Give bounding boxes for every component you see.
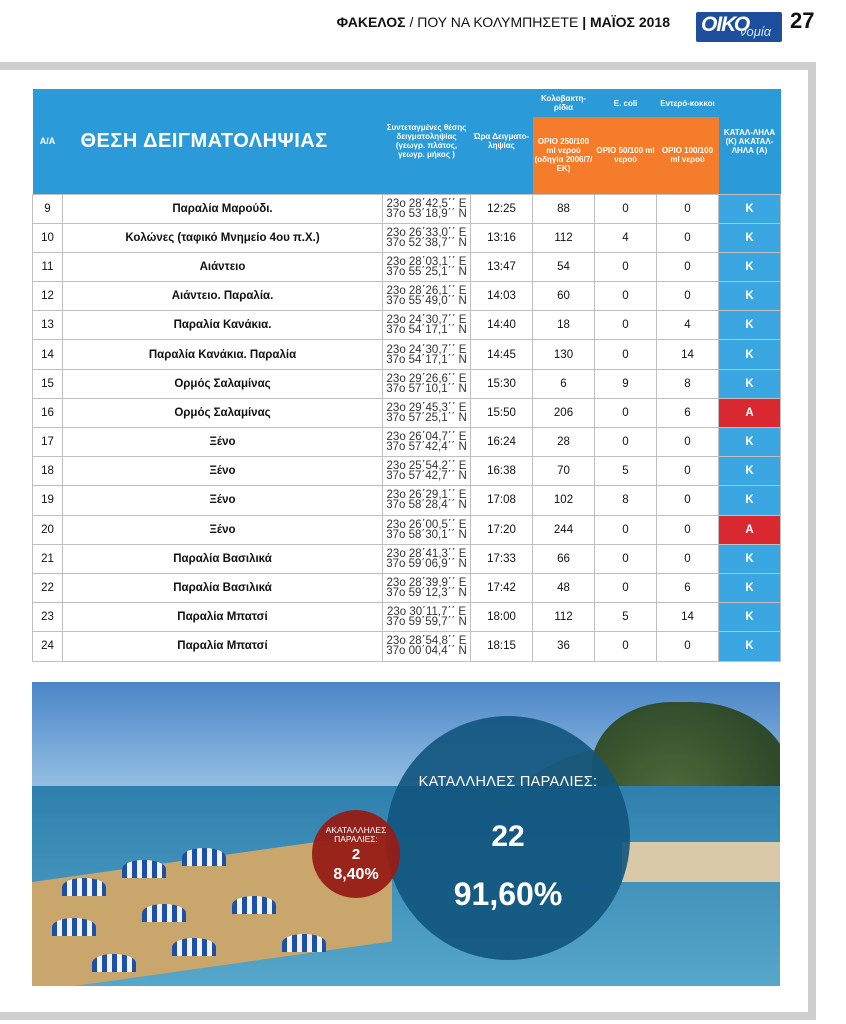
cell-status: Α bbox=[719, 398, 781, 427]
cell-status: Α bbox=[719, 515, 781, 544]
table-row bbox=[33, 603, 781, 632]
table-row bbox=[33, 398, 781, 427]
col-header-ecoli: E. coli bbox=[595, 89, 657, 117]
cell-status: Κ bbox=[719, 603, 781, 632]
umbrella-icon bbox=[52, 918, 96, 936]
cell-enterococci: 0 bbox=[657, 544, 719, 573]
cell-location: Ξένο bbox=[63, 428, 383, 457]
umbrella-icon bbox=[282, 934, 326, 952]
cell-location: Ξένο bbox=[63, 457, 383, 486]
cell-enterococci: 14 bbox=[657, 603, 719, 632]
cell-aa: 18 bbox=[33, 457, 63, 486]
cell-location: Παραλία Μαρούδι. bbox=[63, 194, 383, 223]
frame-top-border bbox=[0, 62, 815, 70]
cell-ecoli: 0 bbox=[595, 398, 657, 427]
col-header-aa: Α/Α bbox=[33, 89, 63, 194]
cell-location: Ορμός Σαλαμίνας bbox=[63, 369, 383, 398]
cell-time: 14:40 bbox=[471, 311, 533, 340]
cell-location: Παραλία Βασιλικά bbox=[63, 573, 383, 602]
cell-coords bbox=[383, 486, 471, 515]
cell-location: Ξένο bbox=[63, 515, 383, 544]
cell-coord-lat: 37ο 59΄59,7΄΄ Ν bbox=[386, 616, 467, 629]
col-header-colo: Κολοβακτη-ρίδια bbox=[533, 89, 595, 117]
cell-aa: 23 bbox=[33, 603, 63, 632]
cell-coord-lon: 23ο 28΄03,1΄΄ Ε bbox=[386, 255, 467, 268]
cell-coliform: 130 bbox=[533, 340, 595, 369]
cell-location: Ορμός Σαλαμίνας bbox=[63, 398, 383, 427]
unsuitable-beaches-count: 2 bbox=[351, 846, 361, 863]
cell-aa: 11 bbox=[33, 252, 63, 281]
cell-time: 18:15 bbox=[471, 632, 533, 661]
cell-coord-lat: 37ο 57΄42,4΄΄ Ν bbox=[386, 441, 467, 454]
cell-enterococci: 0 bbox=[657, 223, 719, 252]
umbrella-icon bbox=[142, 904, 186, 922]
cell-coliform: 18 bbox=[533, 311, 595, 340]
page-number: 27 bbox=[790, 8, 815, 33]
cell-enterococci: 6 bbox=[657, 573, 719, 602]
cell-coord-lon: 23ο 28΄42,5΄΄ Ε bbox=[386, 197, 467, 210]
cell-time: 14:03 bbox=[471, 282, 533, 311]
umbrella-icon bbox=[182, 848, 226, 866]
frame-bottom-border bbox=[0, 1012, 816, 1020]
cell-coord-lon: 23ο 26΄04,7΄΄ Ε bbox=[386, 431, 467, 444]
cell-coliform: 54 bbox=[533, 252, 595, 281]
cell-location: Παραλία Βασιλικά bbox=[63, 544, 383, 573]
cell-status: Κ bbox=[719, 223, 781, 252]
cell-location: Παραλία Μπατσί bbox=[63, 603, 383, 632]
table-row bbox=[33, 632, 781, 661]
cell-coords bbox=[383, 603, 471, 632]
cell-coord-lon: 23ο 24΄30,7΄΄ Ε bbox=[386, 343, 467, 356]
cell-enterococci: 0 bbox=[657, 282, 719, 311]
cell-time: 13:47 bbox=[471, 252, 533, 281]
cell-coord-lon: 23ο 28΄39,9΄΄ Ε bbox=[386, 577, 467, 590]
header-section: ΦΑΚΕΛΟΣ bbox=[336, 14, 406, 30]
cell-status: Κ bbox=[719, 486, 781, 515]
cell-time: 16:24 bbox=[471, 428, 533, 457]
cell-time: 17:20 bbox=[471, 515, 533, 544]
cell-location: Κολώνες (ταφικό Μνημείο 4ου π.Χ.) bbox=[63, 223, 383, 252]
cell-status: Κ bbox=[719, 457, 781, 486]
cell-aa: 20 bbox=[33, 515, 63, 544]
cell-ecoli: 5 bbox=[595, 603, 657, 632]
cell-aa: 10 bbox=[33, 223, 63, 252]
cell-coliform: 88 bbox=[533, 194, 595, 223]
cell-location: Παραλία Κανάκια. Παραλία bbox=[63, 340, 383, 369]
cell-coord-lon: 23ο 24΄30,7΄΄ Ε bbox=[386, 314, 467, 327]
cell-coord-lon: 23ο 26΄00,5΄΄ Ε bbox=[386, 518, 467, 531]
cell-status: Κ bbox=[719, 340, 781, 369]
header-date: ΜΑΪΟΣ 2018 bbox=[590, 14, 670, 30]
table-row bbox=[33, 544, 781, 573]
cell-coord-lon: 23ο 26΄33,0΄΄ Ε bbox=[386, 226, 467, 239]
cell-coords bbox=[383, 544, 471, 573]
col-header-suitable: ΚΑΤΑΛ-ΛΗΛΑ (Κ) ΑΚΑΤΑΛ-ΛΗΛΑ (Α) bbox=[719, 89, 781, 194]
cell-coord-lon: 23ο 28΄54,8΄΄ Ε bbox=[386, 635, 467, 648]
cell-coords bbox=[383, 223, 471, 252]
table-row bbox=[33, 311, 781, 340]
cell-coliform: 70 bbox=[533, 457, 595, 486]
umbrella-icon bbox=[92, 954, 136, 972]
cell-coords bbox=[383, 398, 471, 427]
cell-time: 14:45 bbox=[471, 340, 533, 369]
table-row bbox=[33, 282, 781, 311]
cell-enterococci: 8 bbox=[657, 369, 719, 398]
cell-coord-lat: 37ο 59΄06,9΄΄ Ν bbox=[386, 557, 467, 570]
table-row bbox=[33, 340, 781, 369]
beach-photo-panel bbox=[32, 682, 780, 986]
cell-ecoli: 0 bbox=[595, 515, 657, 544]
cell-aa: 15 bbox=[33, 369, 63, 398]
cell-coord-lat: 37ο 00΄04,4΄΄ Ν bbox=[386, 645, 467, 658]
col-header-time: Ώρα Δειγματο-ληψίας bbox=[471, 89, 533, 194]
cell-status: Κ bbox=[719, 573, 781, 602]
cell-coord-lat: 37ο 58΄28,4΄΄ Ν bbox=[386, 499, 467, 512]
cell-status: Κ bbox=[719, 252, 781, 281]
water-quality-table bbox=[32, 89, 781, 662]
cell-enterococci: 0 bbox=[657, 486, 719, 515]
cell-coliform: 102 bbox=[533, 486, 595, 515]
cell-ecoli: 0 bbox=[595, 282, 657, 311]
cell-coord-lat: 37ο 57΄10,1΄΄ Ν bbox=[386, 382, 467, 395]
cell-enterococci: 14 bbox=[657, 340, 719, 369]
table-row bbox=[33, 573, 781, 602]
col-header-coords: Συντεταγμένες θέσης δειγματοληψίας (γεωγρ. πλάτος, γεωγρ. μήκος ) bbox=[383, 89, 471, 194]
suitable-beaches-count: 22 bbox=[491, 820, 525, 853]
cell-enterococci: 0 bbox=[657, 194, 719, 223]
cell-time: 15:50 bbox=[471, 398, 533, 427]
cell-coords bbox=[383, 428, 471, 457]
cell-location: Παραλία Κανάκια. bbox=[63, 311, 383, 340]
page-header bbox=[0, 0, 846, 50]
cell-aa: 21 bbox=[33, 544, 63, 573]
cell-time: 17:42 bbox=[471, 573, 533, 602]
header-sep-1: / bbox=[409, 14, 414, 30]
cell-ecoli: 4 bbox=[595, 223, 657, 252]
cell-coords bbox=[383, 194, 471, 223]
cell-status: Κ bbox=[719, 194, 781, 223]
cell-coords bbox=[383, 282, 471, 311]
cell-ecoli: 0 bbox=[595, 428, 657, 457]
cell-coliform: 60 bbox=[533, 282, 595, 311]
col-header-ecoli-limit: ΟΡΙΟ 50/100 ml νερού bbox=[595, 117, 657, 194]
cell-ecoli: 0 bbox=[595, 194, 657, 223]
col-header-colo-limit: ΟΡΙΟ 250/100 ml νερού (οδηγία 2006/7/ ΕΚ) bbox=[533, 117, 595, 194]
cell-aa: 14 bbox=[33, 340, 63, 369]
cell-coliform: 66 bbox=[533, 544, 595, 573]
cell-enterococci: 0 bbox=[657, 428, 719, 457]
cell-status: Κ bbox=[719, 632, 781, 661]
logo-main-text: ΟΙΚΟ bbox=[701, 13, 750, 36]
cell-aa: 16 bbox=[33, 398, 63, 427]
cell-location: Ξένο bbox=[63, 486, 383, 515]
col-header-location: ΘΕΣΗ ΔΕΙΓΜΑΤΟΛΗΨΙΑΣ bbox=[63, 89, 383, 194]
frame-right-border bbox=[808, 62, 816, 1014]
cell-coliform: 206 bbox=[533, 398, 595, 427]
cell-aa: 17 bbox=[33, 428, 63, 457]
cell-coord-lon: 23ο 29΄26,6΄΄ Ε bbox=[386, 372, 467, 385]
cell-ecoli: 0 bbox=[595, 632, 657, 661]
cell-time: 15:30 bbox=[471, 369, 533, 398]
cell-ecoli: 0 bbox=[595, 340, 657, 369]
cell-ecoli: 0 bbox=[595, 252, 657, 281]
cell-ecoli: 0 bbox=[595, 311, 657, 340]
cell-time: 17:33 bbox=[471, 544, 533, 573]
cell-time: 16:38 bbox=[471, 457, 533, 486]
cell-ecoli: 8 bbox=[595, 486, 657, 515]
cell-ecoli: 9 bbox=[595, 369, 657, 398]
umbrella-icon bbox=[122, 860, 166, 878]
cell-coord-lon: 23ο 26΄29,1΄΄ Ε bbox=[386, 489, 467, 502]
cell-coord-lon: 23ο 29΄45,3΄΄ Ε bbox=[386, 401, 467, 414]
cell-coords bbox=[383, 340, 471, 369]
cell-ecoli: 0 bbox=[595, 573, 657, 602]
cell-coliform: 48 bbox=[533, 573, 595, 602]
cell-status: Κ bbox=[719, 369, 781, 398]
cell-coord-lon: 23ο 28΄41,3΄΄ Ε bbox=[386, 547, 467, 560]
cell-enterococci: 0 bbox=[657, 515, 719, 544]
cell-enterococci: 0 bbox=[657, 252, 719, 281]
cell-coords bbox=[383, 311, 471, 340]
cell-coord-lat: 37ο 57΄25,1΄΄ Ν bbox=[386, 411, 467, 424]
suitable-beaches-circle bbox=[386, 716, 630, 960]
cell-coord-lat: 37ο 55΄25,1΄΄ Ν bbox=[386, 265, 467, 278]
cell-coords bbox=[383, 457, 471, 486]
cell-enterococci: 4 bbox=[657, 311, 719, 340]
table-row bbox=[33, 223, 781, 252]
cell-aa: 12 bbox=[33, 282, 63, 311]
cell-status: Κ bbox=[719, 311, 781, 340]
cell-coords bbox=[383, 369, 471, 398]
cell-time: 13:16 bbox=[471, 223, 533, 252]
cell-location: Παραλία Μπατσί bbox=[63, 632, 383, 661]
cell-location: Αιάντειο. Παραλία. bbox=[63, 282, 383, 311]
cell-aa: 22 bbox=[33, 573, 63, 602]
cell-enterococci: 0 bbox=[657, 457, 719, 486]
table-row bbox=[33, 369, 781, 398]
cell-coord-lat: 37ο 57΄42,7΄΄ Ν bbox=[386, 470, 467, 483]
cell-status: Κ bbox=[719, 544, 781, 573]
cell-location: Αιάντειο bbox=[63, 252, 383, 281]
cell-time: 12:25 bbox=[471, 194, 533, 223]
table-row bbox=[33, 457, 781, 486]
cell-coords bbox=[383, 252, 471, 281]
cell-aa: 9 bbox=[33, 194, 63, 223]
cell-coord-lon: 23ο 25΄54,2΄΄ Ε bbox=[386, 460, 467, 473]
cell-coord-lon: 23ο 28΄26,1΄΄ Ε bbox=[386, 285, 467, 298]
table-row bbox=[33, 252, 781, 281]
cell-coliform: 112 bbox=[533, 223, 595, 252]
photo-beach-right bbox=[622, 842, 780, 882]
cell-aa: 13 bbox=[33, 311, 63, 340]
table-row bbox=[33, 515, 781, 544]
cell-coliform: 28 bbox=[533, 428, 595, 457]
cell-coliform: 6 bbox=[533, 369, 595, 398]
cell-coliform: 112 bbox=[533, 603, 595, 632]
cell-aa: 19 bbox=[33, 486, 63, 515]
umbrella-icon bbox=[62, 878, 106, 896]
cell-enterococci: 6 bbox=[657, 398, 719, 427]
unsuitable-beaches-label: ΑΚΑΤΑΛΛΗΛΕΣ ΠΑΡΑΛΙΕΣ: bbox=[325, 825, 387, 844]
cell-ecoli: 5 bbox=[595, 457, 657, 486]
cell-coord-lat: 37ο 55΄49,0΄΄ Ν bbox=[386, 295, 467, 308]
logo-sub-text: νομία bbox=[740, 24, 772, 39]
umbrella-icon bbox=[172, 938, 216, 956]
unsuitable-beaches-circle bbox=[312, 810, 400, 898]
cell-enterococci: 0 bbox=[657, 632, 719, 661]
cell-coords bbox=[383, 632, 471, 661]
unsuitable-beaches-percent: 8,40% bbox=[333, 866, 379, 883]
table-row bbox=[33, 486, 781, 515]
cell-coords bbox=[383, 515, 471, 544]
cell-coords bbox=[383, 573, 471, 602]
cell-status: Κ bbox=[719, 282, 781, 311]
cell-status: Κ bbox=[719, 428, 781, 457]
cell-coliform: 36 bbox=[533, 632, 595, 661]
umbrella-icon bbox=[232, 896, 276, 914]
cell-aa: 24 bbox=[33, 632, 63, 661]
table-row bbox=[33, 194, 781, 223]
suitable-beaches-percent: 91,60% bbox=[453, 876, 563, 912]
header-running-title bbox=[337, 14, 670, 30]
suitable-beaches-label: ΚΑΤΑΛΛΗΛΕΣ ΠΑΡΑΛΙΕΣ: bbox=[418, 774, 598, 790]
col-header-entero: Εντερό-κοκκοι bbox=[657, 89, 719, 117]
cell-coliform: 244 bbox=[533, 515, 595, 544]
cell-coord-lat: 37ο 54΄17,1΄΄ Ν bbox=[386, 353, 467, 366]
cell-time: 18:00 bbox=[471, 603, 533, 632]
table-row bbox=[33, 428, 781, 457]
cell-coord-lat: 37ο 58΄30,1΄΄ Ν bbox=[386, 528, 467, 541]
cell-coord-lat: 37ο 54΄17,1΄΄ Ν bbox=[386, 324, 467, 337]
cell-coord-lat: 37ο 52΄38,7΄΄ Ν bbox=[386, 236, 467, 249]
cell-coord-lat: 37ο 59΄12,3΄΄ Ν bbox=[386, 587, 467, 600]
cell-ecoli: 0 bbox=[595, 544, 657, 573]
cell-coord-lon: 23ο 30΄11,7΄΄ Ε bbox=[386, 606, 467, 619]
cell-coord-lat: 37ο 53΄18,9΄΄ Ν bbox=[386, 207, 467, 220]
header-topic: ΠΟΥ ΝΑ ΚΟΛΥΜΠΗΣΕΤΕ bbox=[417, 14, 579, 30]
oikonomia-logo bbox=[696, 12, 782, 42]
cell-time: 17:08 bbox=[471, 486, 533, 515]
header-sep-2: | bbox=[582, 14, 587, 30]
col-header-entero-limit: ΟΡΙΟ 100/100 ml νερού bbox=[657, 117, 719, 194]
